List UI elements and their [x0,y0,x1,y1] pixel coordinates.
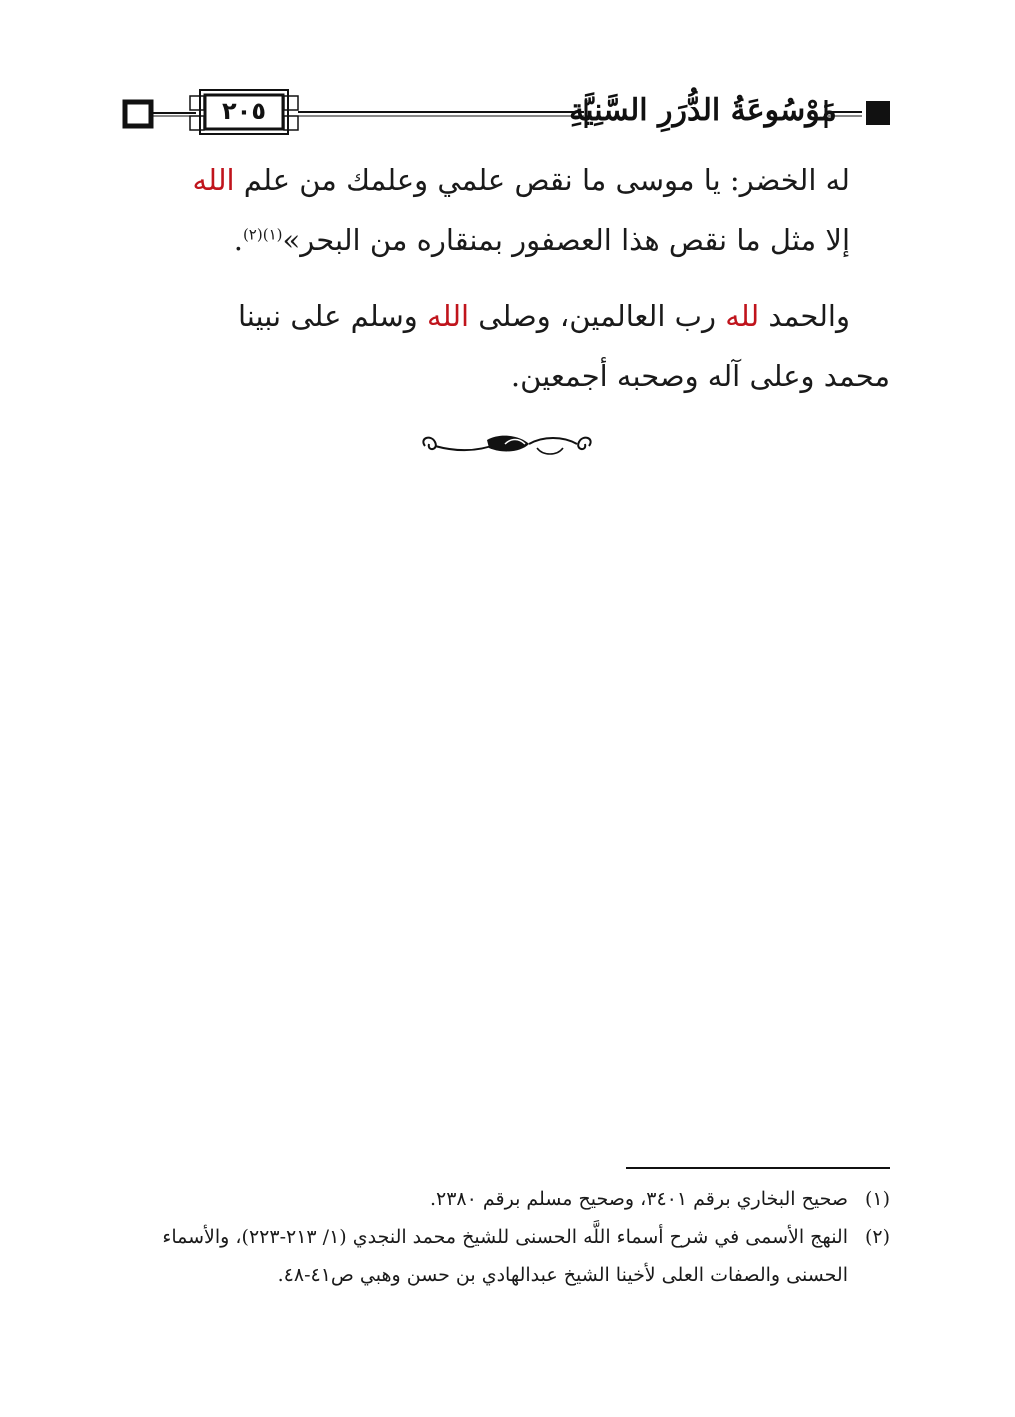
closing-line-1 [110,286,890,346]
page-number: ٢٠٥ [222,97,266,125]
divine-name: الله [192,163,235,197]
footnote-separator [626,1167,890,1169]
footnote-number: (٢) [864,1226,890,1248]
closing-line-2: محمد وعلى آله وصحبه أجمعين. [510,359,890,393]
divine-name: الله [427,299,470,333]
paragraph-closing [110,286,890,406]
page-header [0,0,1015,150]
text-segment: له الخضر: يا موسى ما نقص علمي وعلمك من علم [234,163,850,197]
footnote-text: صحيح البخاري برقم ٣٤٠١، وصحيح مسلم برقم ٢٣٨٠. [429,1188,848,1210]
paragraph-hadith-end [180,150,850,270]
series-title: مَوْسُوعَةُ الدُّرَرِ السَّنِيَّةِ [569,92,837,128]
footnotes [120,1180,890,1294]
text-segment: إلا مثل ما نقص هذا العصفور بمنقاره من البحر» [282,223,850,257]
footnote-text: النهج الأسمى في شرح أسماء اللَّه الحسنى للشيخ محمد النجدي (١/ ٢١٣-٢٢٣)، والأسماء الحسنى والصفات العلى لأخينا الشيخ عبدالهادي بن حسن وهبي ص٤١-٤٨. [162,1226,848,1286]
section-end-ornament [417,426,597,462]
footnote-number: (١) [864,1188,890,1210]
footnote-2 [120,1218,890,1294]
footnote-reference[interactable]: (١)(٢) [242,225,283,244]
header-frame-ornament [0,0,1015,150]
text-segment: . [233,223,243,257]
footnote-1 [120,1180,890,1218]
text-segment: والحمد [759,299,850,333]
text-segment: رب العالمين، وصلى [469,299,726,333]
text-segment: وسلم على نبينا [237,299,428,333]
divine-name: لله [725,299,760,333]
